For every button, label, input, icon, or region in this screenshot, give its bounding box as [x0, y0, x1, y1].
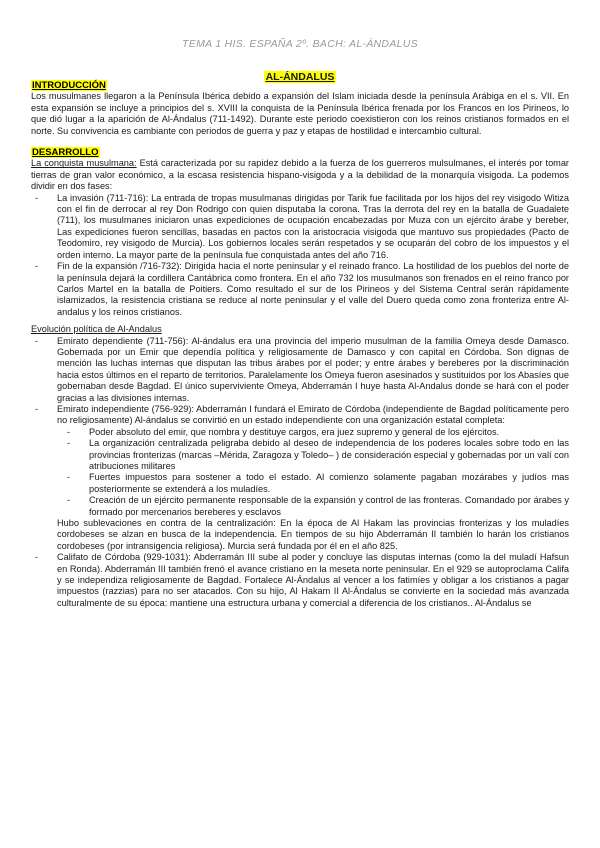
conquista-text: Está caracterizada por su rapidez debido a la fuerza de los guerreros mulsulmanes, el interés por tomar tierras de gran valor económico, a la escasa resistencia hispano-visigoda y a la debilidad de la monarquía visigoda. La podemos dividir en dos fases: — [31, 158, 569, 192]
desarrollo-heading: DESARROLLO — [32, 147, 99, 159]
list-item: - Fin de la expansión /716-732): Dirigida hacia el norte peninsular y el reinado franco. La hostilidad de los pueblos del norte de la península dejará la cordillera Cantábrica como frontera. En el año 732 los musulmanos son frenados en el reino franco por Carlos Martel en la batalla de Poitiers. Como resultado el sur de los Pirineos y del Sistema Central serán rápidamente islamizados, la resistencia cristiana se reduce al norte peninsular y el valle del Duero queda como zona fronteriza entre Al-andalus y los reinos cristianos. — [31, 261, 569, 318]
conquista-list — [31, 193, 569, 318]
intro-heading: INTRODUCCIÓN — [32, 80, 106, 91]
sub-list-item: - Poder absoluto del emir, que nombra y destituye cargos, era juez supremo y general de los ejércitos. — [31, 427, 569, 438]
conquista-paragraph — [31, 158, 569, 192]
list-item: - Emirato dependiente (711-756): Al-ándalus era una provincia del imperio musulman de la familia Omeya desde Damasco. Gobernada por un Emir que dependía política y religiosamente de Damasco y con capital en Córdoba. Son dignas de mención las luchas internas que disputan las tribus árabes por el poder; y entre árabes y bereberes por la discriminación hacia estos últimos en el reparto de territorios. Paralelamente los Omeya fueron asesinados y sustituidos por los Abasíes que gobernaban desde Bagdad. El único superviviente Omeya, Abderramán I huye hasta Al-Andalus donde se hará con el poder gracias a las divisiones internas. — [31, 336, 569, 404]
page-title: AL-ÁNDALUS — [265, 71, 335, 83]
evolucion-label: Evolución política de Al-Andalus — [31, 324, 162, 335]
sub-list-item: - La organización centralizada peligraba debido al deseo de independencia de los poderes locales sobre todo en las provincias fronterizas (marcas –Mérida, Zaragoza y Toledo– ) de consideración especial y gobernadas por un valí con atribuciones militares — [31, 438, 569, 472]
page-header: TEMA 1 HIS. ESPAÑA 2º. BACH: AL-ÁNDALUS — [182, 38, 418, 50]
sub-list-item: - Fuertes impuestos para sostener a todo el estado. Al comienzo solamente pagaban mozárabes y judíos mas posteriormente se extenderá a los muladíes. — [31, 472, 569, 495]
emirato-ind-sublist — [57, 427, 569, 518]
emirato-ind-tail: Hubo sublevaciones en contra de la centralización: En la época de Al Hakam las provincias fronterizas y los muladíes cordobeses se alzan en busca de la independencia. En tiempos de su hijo Abderramán II también lo harán los cristianos cordobeses (por intransigencia religiosa). Murcia será fundada por él en el año 825. — [57, 518, 569, 551]
sub-list-item: - Creación de un ejército permanente responsable de la expansión y control de las fronteras. Comandado por árabes y formado por mercenarios bereberes y esclavos — [31, 495, 569, 518]
califato-list — [31, 552, 569, 609]
evolucion-list — [31, 336, 569, 519]
intro-paragraph: Los musulmanes llegaron a la Península Ibérica debido a expansión del Islam iniciada desde la península Arábiga en el s. VII. En esta expansión se incluye a principios del s. XVIII la conquista de la Península Ibérica frenada por los Francos en los Pirineos, lo que dió lugar a la aparición de Al-Ándalus (711-1492). Durante este periodo coexistieron con los reinos cristianos formados en el norte. Su convivencia es cambiante con periodos de guerra y paz y etapas de hostilidad e intercambio cultural. — [31, 91, 569, 136]
evolucion-heading — [31, 324, 569, 335]
document-body — [31, 80, 569, 609]
list-item: - Califato de Córdoba (929-1031): Abderramán III sube al poder y concluye las disputas internas (como la del muladí Hafsun en Ronda). Abderramán III también frenó el avance cristiano en la meseta norte peninsular. En el 929 se autoproclama Califa y se independiza religiosamente de Bagdad. Fortalece Al-Ándalus al vencer a los fatimíes y obligar a los cristianos a pagar impuestos (razzias) para no ser atacados. Con su hijo, Al Hakam II Al-Ándalus se convierte en la sociedad más avanzada culturalmente de su época: mantiene una estructura urbana y comercial a diferencia de los cristianos.. Al-Ándalus se — [31, 552, 569, 609]
list-item-emirato-independiente — [31, 404, 569, 518]
emirato-ind-text: Emirato independiente (756-929): Abderramán I fundará el Emirato de Córdoba (independiente de Bagdad políticamente pero no religiosamente) Al-ándalus se convirtió en un estado independiente con una organización estatal completa: — [57, 403, 569, 426]
conquista-label: La conquista musulmana: — [31, 158, 137, 169]
list-item: - La invasión (711-716): La entrada de tropas musulmanas dirigidas por Tarik fue facilitada por los hijos del rey visigodo Witiza con el fin de derrocar al rey Don Rodrigo con quien disputaba la corona. Tras la derrota del rey en la batalla de Guadalete (711), los musulmanes iniciaron unas expediciones de ocupación encabezadas por Muza con un ejército árabe y bereber, Las expediciones fueron sencillas, basadas en pactos con la aristocracia visigoda que mantuvo sus propiedades (Pacto de Teodomiro, rey visigodo de Murcia). Los gobiernos locales serán respetados y se ocuparán del cobro de los impuestos y el orden interno. La mayor parte de la península fue conquistada antes del año 716. — [31, 193, 569, 261]
